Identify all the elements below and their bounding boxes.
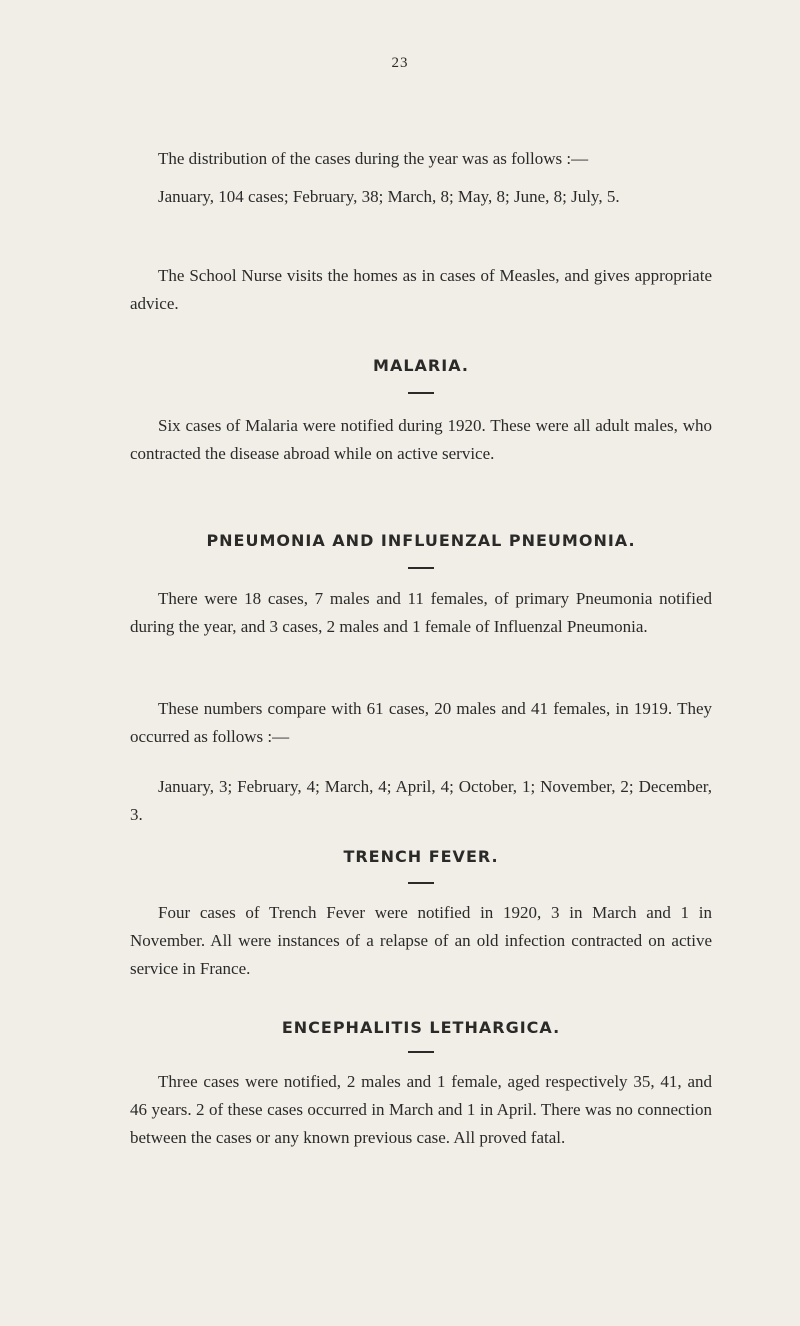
distribution-list: January, 104 cases; February, 38; March, 8; May, 8; June, 8; July, 5. bbox=[158, 187, 620, 206]
section-heading-pneumonia: PNEUMONIA AND INFLUENZAL PNEUMONIA. bbox=[206, 531, 636, 550]
trench-fever-paragraph: Four cases of Trench Fever were notified in 1920, 3 in March and 1 in November. All were instances of a relapse of an old infection contracted on active service in France. bbox=[130, 903, 712, 978]
pneumonia-paragraph-2: These numbers compare with 61 cases, 20 males and 41 females, in 1919. They occurred as follows :— bbox=[130, 699, 712, 746]
malaria-paragraph: Six cases of Malaria were notified during 1920. These were all adult males, who contracted the disease abroad while on active service. bbox=[130, 416, 712, 463]
section-heading-trench-fever: TRENCH FEVER. bbox=[343, 847, 499, 866]
heading-rule bbox=[130, 392, 712, 394]
encephalitis-paragraph: Three cases were notified, 2 males and 1 female, aged respectively 35, 41, and 46 years. 2 of these cases occurred in March and 1 in April. There was no connection between the cases or any known previous case. All proved fatal. bbox=[130, 1072, 712, 1147]
heading-rule bbox=[130, 1051, 712, 1053]
heading-rule bbox=[130, 567, 712, 569]
page-number: 23 bbox=[391, 55, 409, 71]
section-heading-malaria: MALARIA. bbox=[373, 356, 469, 375]
pneumonia-paragraph-1: There were 18 cases, 7 males and 11 females, of primary Pneumonia notified during the year, and 3 cases, 2 males and 1 female of Influenzal Pneumonia. bbox=[130, 589, 712, 636]
section-heading-encephalitis: ENCEPHALITIS LETHARGICA. bbox=[281, 1018, 561, 1037]
pneumonia-monthly-list: January, 3; February, 4; March, 4; April, 4; October, 1; November, 2; December, 3. bbox=[130, 777, 712, 824]
nurse-note: The School Nurse visits the homes as in cases of Measles, and gives appropriate advice. bbox=[130, 266, 712, 313]
distribution-lead: The distribution of the cases during the year was as follows :— bbox=[158, 149, 589, 168]
heading-rule bbox=[130, 882, 712, 884]
